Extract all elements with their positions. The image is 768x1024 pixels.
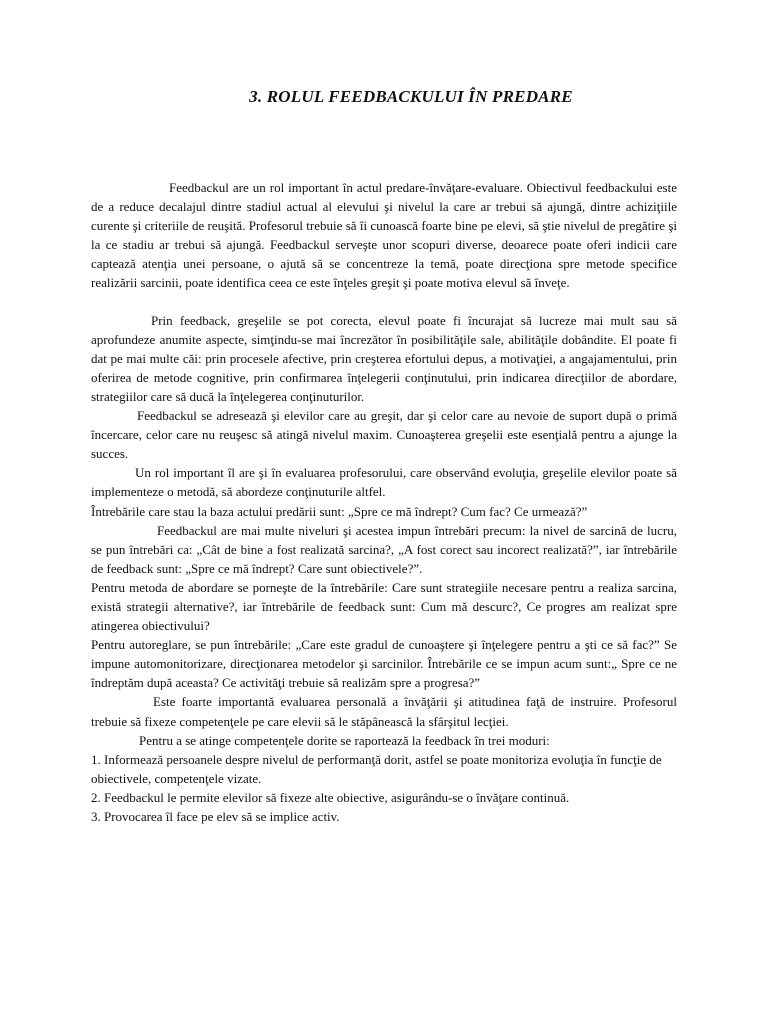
paragraph-1: Feedbackul are un rol important în actul predare-învăţare-evaluare. Obiectivul feedbackului este de a reduce decalajul dintre stadiul actual al elevului şi nivelul la care ar trebui să ajungă, dintre achiziţiile curente şi criteriile de reuşită. Profesorul trebuie să îi cunoască foarte bine pe elevi, să ştie nivelul de pregătire şi la ce stadiu ar trebui să ajungă. Feedbackul serveşte unor scopuri diverse, deoarece poate oferi indicii care captează atenţia unei persoane, o ajută să se concentreze la temă, poate direcţiona spre metode specifice realizării sarcinii, poate identifica ceea ce este înţeles greşit şi poate motiva elevul să înveţe. bbox=[91, 180, 677, 291]
paragraph-8: Pentru autoreglare, se pun întrebările: „Care este gradul de cunoaştere şi înţelegere pentru a şti ce să fac?” Se impune automonitorizare, direcţionarea metodelor şi sarcinilor. Întrebările ce se impun acum sunt:„ Spre ce ne îndreptăm după aceasta? Ce activităţi trebuie să realizăm spre a progresa?” bbox=[91, 637, 677, 691]
paragraph-3: Feedbackul se adresează şi elevilor care au greşit, dar şi celor care au nevoie de suport după o primă încercare, celor care nu reuşesc să atingă nivelul maxim. Cunoaşterea greşelii este esenţială pentru a ajunge la succes. bbox=[91, 408, 677, 462]
document-body bbox=[91, 178, 677, 826]
paragraph-5: Întrebările care stau la baza actului predării sunt: „Spre ce mă îndrept? Cum fac? Ce urmează?” bbox=[91, 503, 588, 519]
list-item-1: 1. Informează persoanele despre nivelul de performanţă dorit, astfel se poate monitoriza evoluţia în funcţie de obiectivele, competenţele vizate. bbox=[91, 751, 662, 786]
paragraph-10: Pentru a se atinge competenţele dorite se raportează la feedback în trei moduri: bbox=[139, 732, 550, 748]
page-title: 3. ROLUL FEEDBACKULUI ÎN PREDARE bbox=[249, 87, 573, 106]
paragraph-2: Prin feedback, greşelile se pot corecta, elevul poate fi încurajat să lucreze mai mult sau să aprofundeze anumite aspecte, simţindu-se mai încrezător în posibilităţile sale, abilităţile dobândite. El poate fi dat pe mai multe căi: prin procesele afective, prin creşterea efortului depus, a motivaţiei, a angajamentului, prin oferirea de metode cognitive, prin confirmarea înţelegerii conţinutului, prin indicarea direcţiilor de abordare, strategiilor care să ducă la înţelegerea conţinuturilor. bbox=[91, 312, 677, 404]
paragraph-4: Un rol important îl are şi în evaluarea profesorului, care observând evoluţia, greşelile elevilor poate să implementeze o metodă, să abordeze conţinuturile altfel. bbox=[91, 465, 677, 500]
list-item-3: 3. Provocarea îl face pe elev să se implice activ. bbox=[91, 809, 340, 824]
paragraph-9: Este foarte importantă evaluarea personală a învăţării şi atitudinea faţă de instruire. Profesorul trebuie să fixeze competenţele pe care elevii să le stăpânească la sfârşitul lecţiei. bbox=[91, 694, 677, 729]
paragraph-6: Feedbackul are mai multe niveluri şi acestea impun întrebări precum: la nivel de sarcină de lucru, se pun întrebări ca: „Cât de bine a fost realizată sarcina?, „A fost corect sau incorect realizată?”, iar întrebările de feedback sunt: „Spre ce mă îndrept? Care sunt obiectivele?”. bbox=[91, 522, 677, 576]
list-item-2: 2. Feedbackul le permite elevilor să fixeze alte obiective, asigurându-se o învăţare continuă. bbox=[91, 789, 570, 805]
paragraph-7: Pentru metoda de abordare se porneşte de la întrebările: Care sunt strategiile necesare pentru a realiza sarcina, există strategii alternative?, iar întrebările de feedback sunt: Cum mă descurc?, Ce progres am realizat spre atingerea obiectivului? bbox=[91, 579, 677, 634]
